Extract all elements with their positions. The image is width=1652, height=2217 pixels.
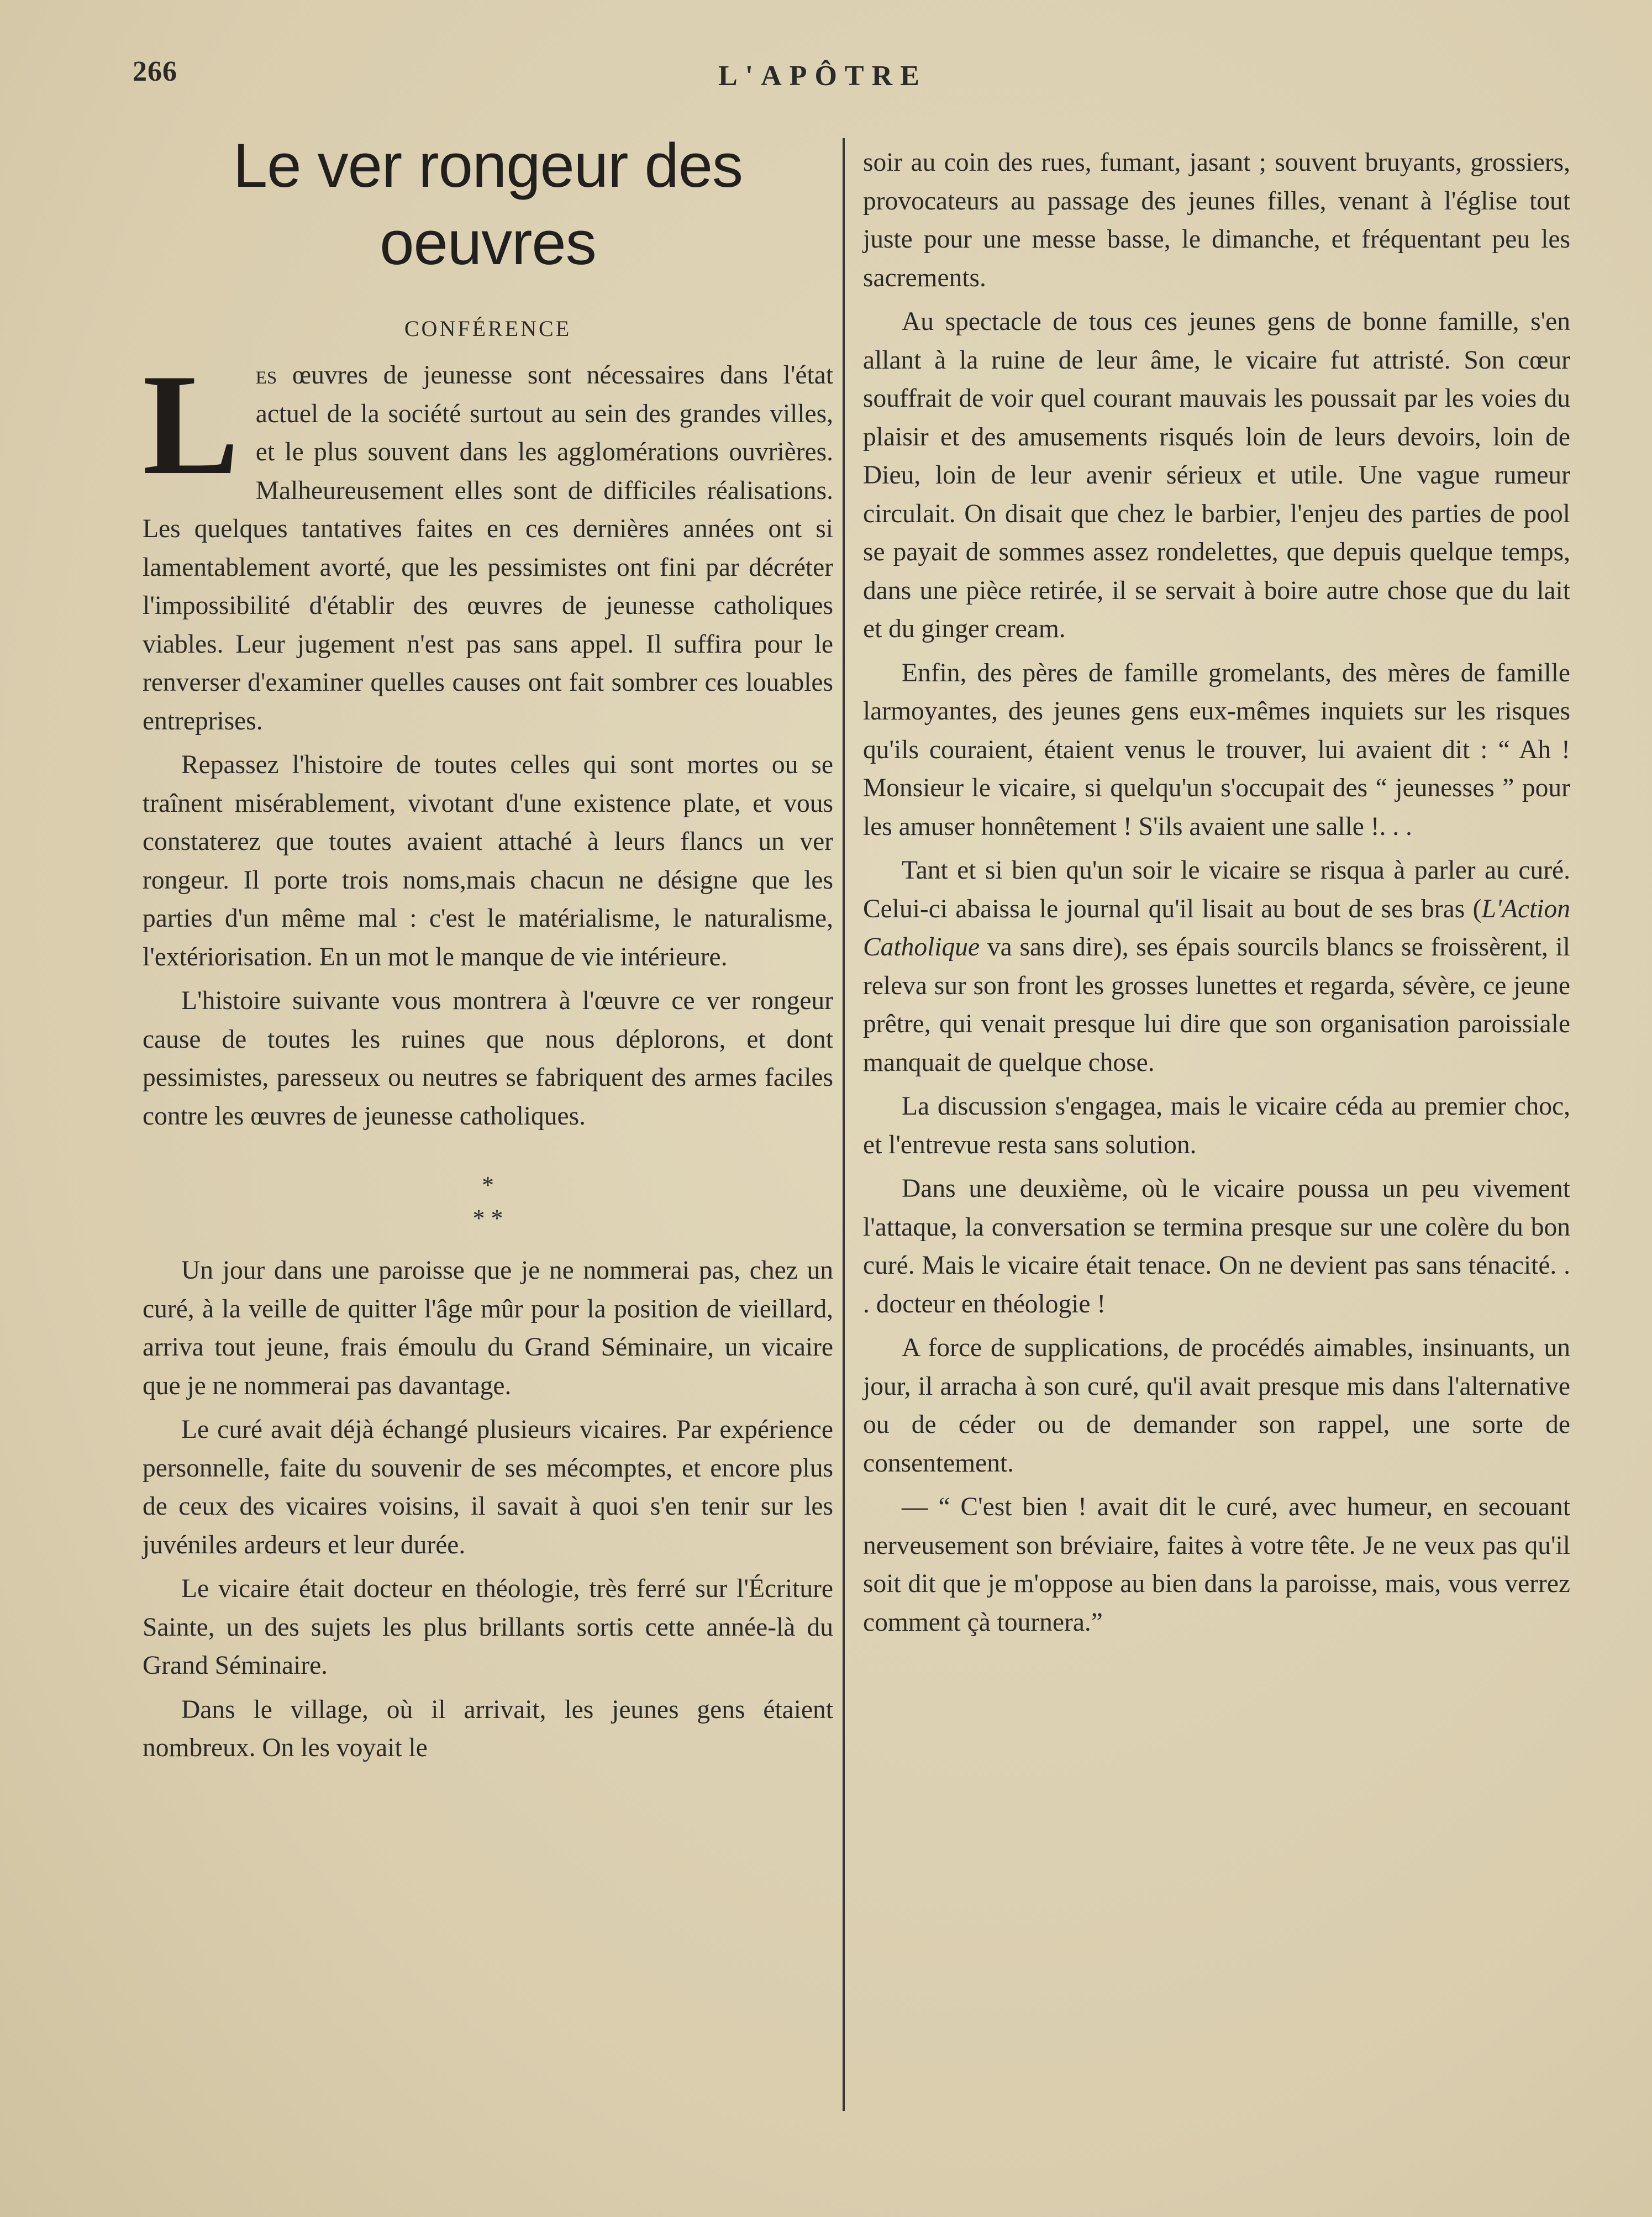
article-title: Le ver rongeur des oeuvres bbox=[233, 131, 743, 277]
paragraph-text: Tant et si bien qu'un soir le vicaire se risqua à parler au curé. Celui-ci abaissa le journal qu'il lisait au bout de ses bras ( bbox=[863, 856, 1570, 923]
article-paragraph bbox=[143, 344, 833, 740]
article-paragraph: soir au coin des rues, fumant, jasant ; souvent bruyants, grossiers, provocateurs au passage des jeunes filles, venant à l'église tout juste pour une messe basse, le dimanche, et fréquentant peu les sacrements. bbox=[863, 148, 1570, 292]
article-paragraph: Enfin, des pères de famille gromelants, des mères de famille larmoyantes, des jeunes gens eux-mêmes inquiets sur les risques qu'ils couraient, étaient venus le trouver, lui avaient dit : “ Ah ! Monsieur le vicaire, si quelqu'un s'occupait des “ jeunesses ” pour les amuser honnêtement ! S'ils avaient une salle !. . . bbox=[863, 658, 1570, 841]
article-paragraph: Repassez l'histoire de toutes celles qui sont mortes ou se traînent misérablement, vivotant d'une existence plate, et vous constaterez que toutes avaient attaché à leurs flancs un ver rongeur. Il porte trois noms,mais chacun ne désigne que les parties d'un même mal : c'est le matérialisme, le naturalisme, l'extériorisation. En un mot le manque de vie intérieure. bbox=[143, 750, 833, 971]
right-column bbox=[863, 144, 1570, 1647]
asterism-top: * bbox=[482, 1171, 494, 1199]
article-paragraph: Un jour dans une paroisse que je ne nommerai pas, chez un curé, à la veille de quitter l'âge mûr pour la position de vieillard, arriva tout jeune, frais émoulu du Grand Séminaire, un vicaire que je ne nommerai pas davantage. bbox=[143, 1256, 833, 1400]
article-paragraph: Dans une deuxième, où le vicaire poussa un peu vivement l'attaque, la conversation se termina presque sur une colère du bon curé. Mais le vicaire était tenace. On ne devient pas sans ténacité. . . docteur en théologie ! bbox=[863, 1174, 1570, 1318]
left-column bbox=[143, 127, 833, 1773]
article-paragraph: A force de supplications, de procédés aimables, insinuants, un jour, il arracha à son curé, qu'il avait presque mis dans l'alternative ou de céder ou de demander son rappel, une sorte de consentement. bbox=[863, 1333, 1570, 1478]
article-paragraph: Dans le village, où il arrivait, les jeunes gens étaient nombreux. On les voyait le bbox=[143, 1695, 833, 1762]
drop-cap: L bbox=[143, 344, 239, 505]
paragraph-text: œuvres de jeunesse sont nécessaires dans l'état actuel de la société surtout au sein des grandes villes, et le plus souvent dans les agglomérations ouvrières. Malheureusement elles sont de difficiles réalisations. Les quelques tantatives faites en ces dernières années ont si lamentablement avorté, que les pessimistes ont fini par décréter l'impossibilité d'établir des œuvres de jeunesse catholiques viables. Leur jugement n'est pas sans appel. Il suffira pour le renverser d'examiner quelles causes ont fait sombrer ces louables entreprises. bbox=[143, 361, 833, 736]
article-paragraph: Le curé avait déjà échangé plusieurs vicaires. Par expérience personnelle, faite du souvenir de ses mécomptes, et encore plus de ceux des vicaires voisins, il savait à quoi s'en tenir sur les juvéniles ardeurs et leur durée. bbox=[143, 1415, 833, 1559]
journal-title: L'APÔTRE bbox=[718, 60, 927, 92]
article-paragraph: La discussion s'engagea, mais le vicaire céda au premier choc, et l'entrevue resta sans solution. bbox=[863, 1092, 1570, 1159]
article-paragraph: — “ C'est bien ! avait dit le curé, avec humeur, en secouant nerveusement son bréviaire, faites à votre tête. Je ne veux pas qu'il soit dit que je m'oppose au bien dans la paroisse, mais, vous verrez comment çà tournera.” bbox=[863, 1493, 1570, 1637]
paragraph-text: va sans dire), ses épais sourcils blancs se froissèrent, il releva sur son front les grosses lunettes et regarda, sévère, ce jeune prêtre, qui venait presque lui dire que son organisation paroissiale manquait de quelque chose. bbox=[863, 933, 1570, 1077]
asterism-bottom: * * bbox=[472, 1205, 503, 1232]
article-paragraph: Le vicaire était docteur en théologie, très ferré sur l'Écriture Sainte, un des sujets les plus brillants sortis cette année-là du Grand Séminaire. bbox=[143, 1574, 833, 1680]
lead-in: es bbox=[255, 361, 277, 390]
article-subtitle: CONFÉRENCE bbox=[404, 316, 572, 341]
newspaper-title: L'Action Catholique bbox=[863, 894, 1570, 962]
column-divider bbox=[843, 138, 845, 2111]
section-break bbox=[143, 1169, 833, 1235]
page-number: 266 bbox=[133, 56, 177, 87]
article-paragraph: Au spectacle de tous ces jeunes gens de bonne famille, s'en allant à la ruine de leur âme, le vicaire fut attristé. Son cœur souffrait de voir quel courant mauvais les poussait par les voies du plaisir et des amusements risqués loin de leurs devoirs, loin de Dieu, loin de leur avenir sérieux et utile. Une vague rumeur circulait. On disait que chez le barbier, l'enjeu des parties de pool se payait de sommes assez rondelettes, que depuis quelque temps, dans une pièce retirée, il se servait à boire autre chose que du lait et du ginger cream. bbox=[863, 307, 1570, 643]
article-paragraph bbox=[863, 852, 1570, 1082]
article-paragraph: L'histoire suivante vous montrera à l'œuvre ce ver rongeur cause de toutes les ruines que nous déplorons, et dont pessimistes, paresseux ou neutres se fabriquent des armes faciles contre les œuvres de jeunesse catholiques. bbox=[143, 986, 833, 1131]
